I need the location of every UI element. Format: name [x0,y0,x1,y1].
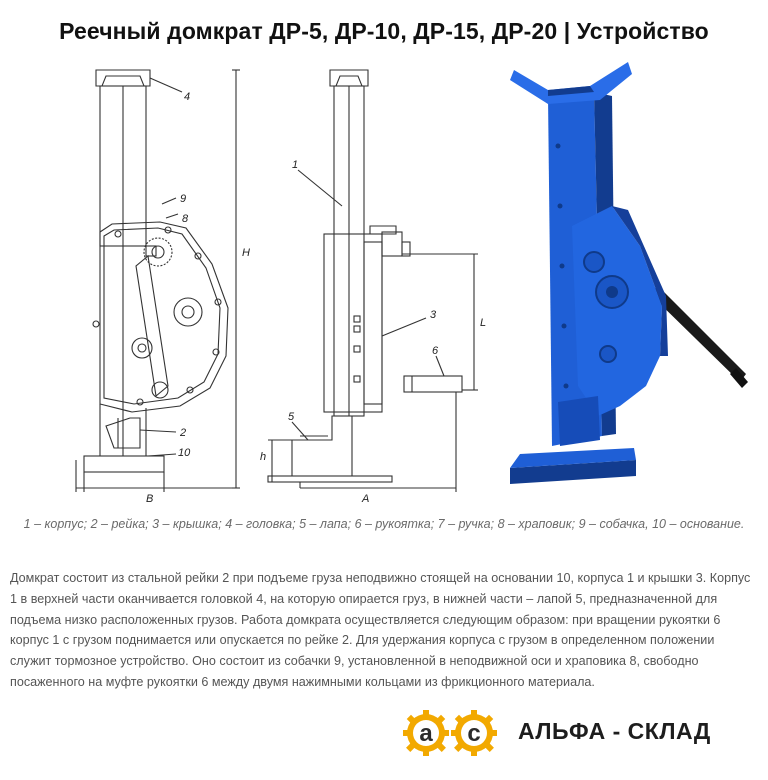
dim-h: h [260,451,267,463]
logo-gears-icon [398,708,508,758]
dim-L: L [480,317,487,329]
label-2: 2 [180,427,187,439]
logo-letter-a: a [419,720,433,747]
label-5: 5 [288,411,295,423]
side-view-drawing [268,70,478,492]
dim-A: A [362,493,370,505]
dim-H: H [242,247,250,259]
label-6: 6 [432,345,439,357]
logo-text: АЛЬФА - СКЛАД [518,718,711,744]
label-4: 4 [184,91,191,103]
jack-figure [0,56,768,506]
label-10: 10 [178,447,191,459]
page-title: Реечный домкрат ДР-5, ДР-10, ДР-15, ДР-20 | Устройство [59,18,709,44]
front-view-drawing [76,70,240,492]
figure-caption: 1 – корпус; 2 – рейка; 3 – крышка; 4 – головка; 5 – лапа; 6 – рукоятка; 7 – ручка; 8 – храповик; 9 – собачка, 10 – основание. [23,517,745,531]
label-1: 1 [292,159,299,171]
label-8: 8 [182,213,189,225]
description-paragraph: Домкрат состоит из стальной рейки 2 при подъеме груза неподвижно стоящей на основании 10, корпуса 1 и крышки 3. Корпус 1 в верхней части оканчивается головкой 4, на которую опирается груз, в нижней части – лапой 5, предназначенной для подъема низко расположенных грузов. Работа домкрата осуществляется следующим образом: при вращении рукоятки 6 корпус 1 с грузом поднимается или опускается по рейке 2. Для удержания корпуса с грузом в определенном положении служит тормозное устройство. Оно состоит из собачки 9, установленной в неподвижной оси и храповика 8, свободно посаженного на муфте рукоятки 6 между двумя нажимными кольцами из фрикционного материала. [10,571,751,689]
dim-B: B [146,493,154,505]
logo-letter-c: c [467,720,481,747]
jack-photo [510,62,748,484]
label-9: 9 [180,193,187,205]
label-3: 3 [430,309,437,321]
brand-logo [398,708,758,758]
